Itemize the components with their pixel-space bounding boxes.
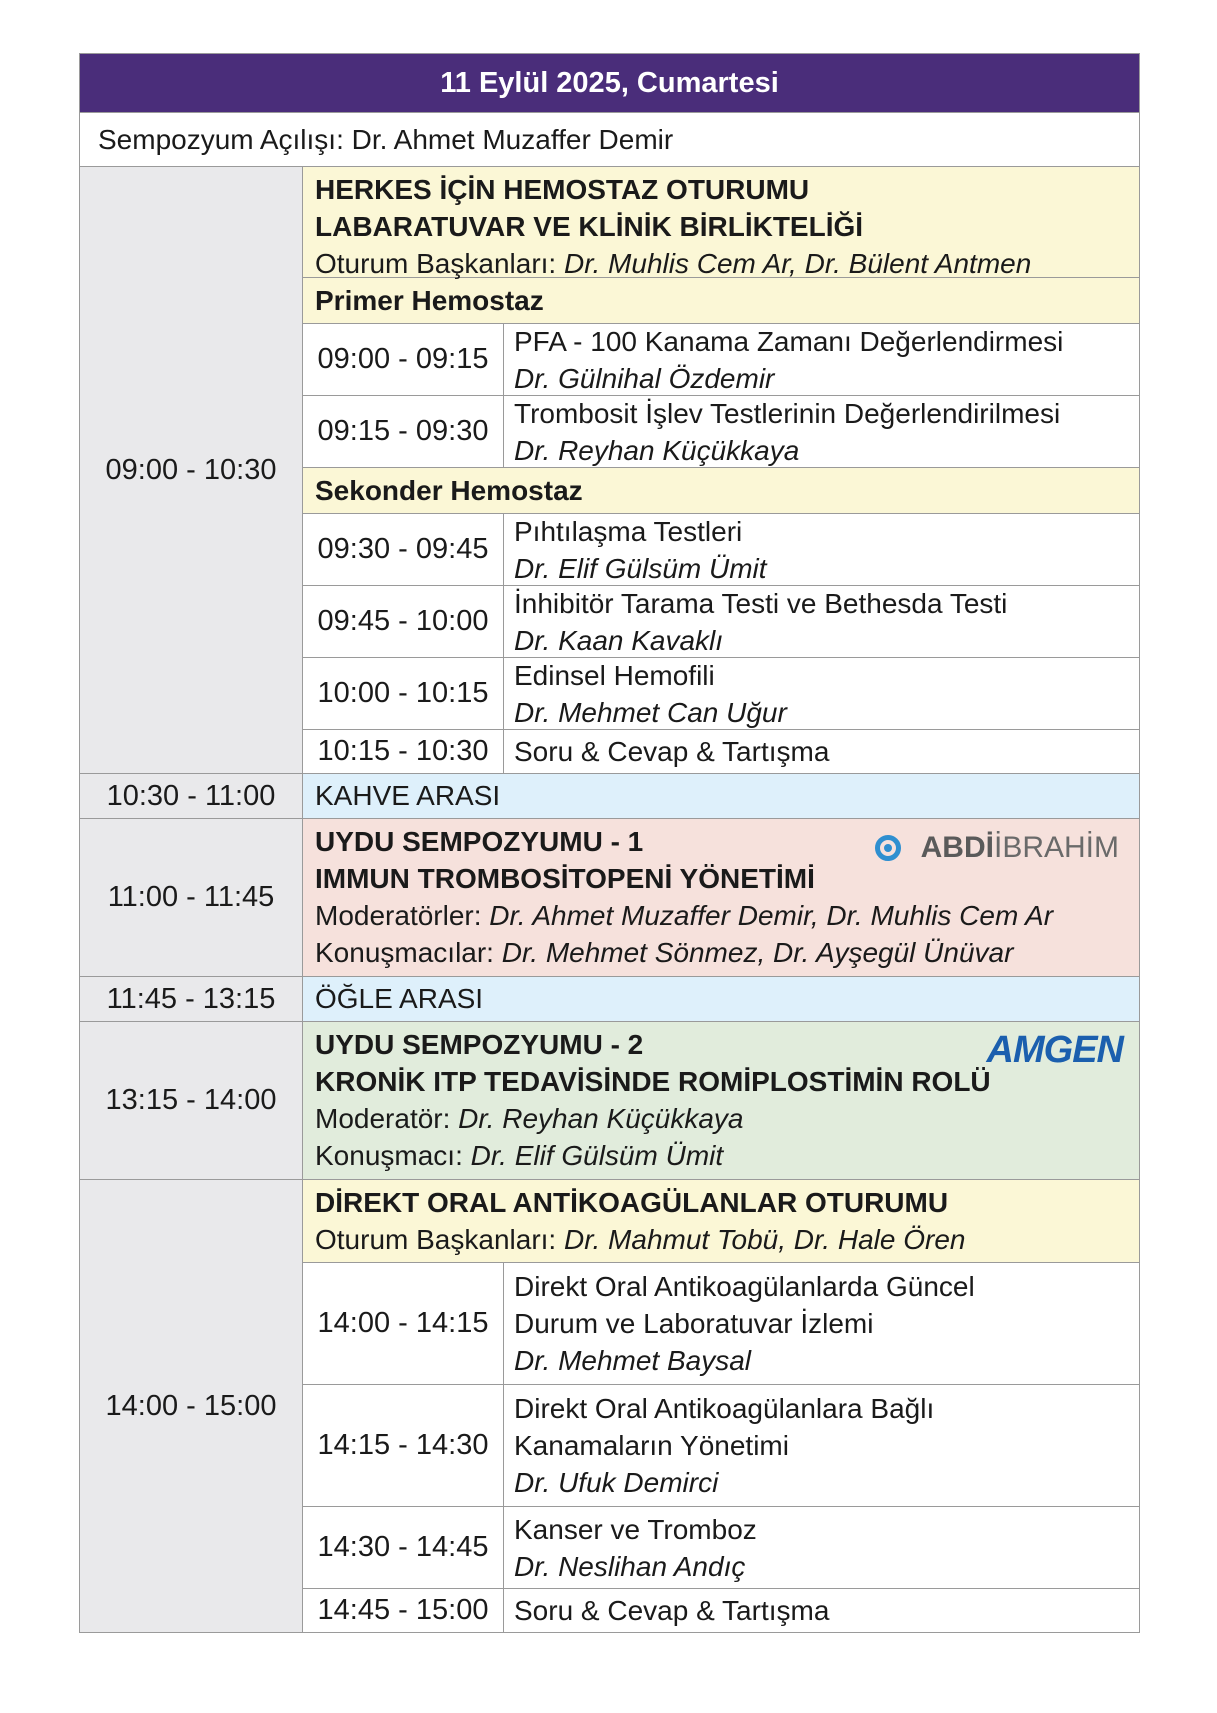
talk-title: Soru & Cevap & Tartışma <box>514 1595 830 1626</box>
moderators <box>315 897 1127 934</box>
session-chairs <box>315 245 1127 282</box>
subsection-primer: Primer Hemostaz <box>303 277 1139 323</box>
talk-time: 09:45 - 10:00 <box>303 586 504 657</box>
session-header <box>303 167 1139 277</box>
abdi-ibrahim-logo <box>875 829 1119 866</box>
talk-title: Trombosit İşlev Testlerinin Değerlendirilmesi <box>514 397 1061 429</box>
session-subtitle: IMMUN TROMBOSİTOPENİ YÖNETİMİ <box>315 863 815 894</box>
talk-title: PFA - 100 Kanama Zamanı Değerlendirmesi <box>514 325 1064 357</box>
satellite-symposium-2 <box>80 1021 1139 1179</box>
talk-time: 14:15 - 14:30 <box>303 1385 504 1506</box>
chairs-label: Oturum Başkanları: <box>315 1224 564 1255</box>
block-time: 13:15 - 14:00 <box>80 1022 303 1179</box>
talk-info <box>504 1263 1139 1384</box>
moderators-names: Dr. Reyhan Küçükkaya <box>458 1103 744 1134</box>
talk-info <box>504 324 1139 395</box>
talk-info <box>504 396 1139 467</box>
talk-info <box>504 1589 1139 1632</box>
moderators-label: Moderatörler: <box>315 900 490 931</box>
talk-time: 09:15 - 09:30 <box>303 396 504 467</box>
chairs-names: Dr. Mahmut Tobü, Dr. Hale Ören <box>563 1224 966 1255</box>
talk-title-line2: Kanamaların Yönetimi <box>514 1430 789 1461</box>
subsection-sekonder: Sekonder Hemostaz <box>303 467 1139 513</box>
talk-row <box>303 729 1139 773</box>
moderators <box>315 1100 1127 1137</box>
block-time: 09:00 - 10:30 <box>80 167 303 773</box>
talk-speaker: Dr. Neslihan Andıç <box>514 1550 746 1582</box>
talk-info <box>504 514 1139 585</box>
talk-title-line2: Durum ve Laboratuvar İzlemi <box>514 1308 874 1339</box>
opening-row <box>80 112 1139 166</box>
talk-row <box>303 1506 1139 1588</box>
talk-time: 09:00 - 09:15 <box>303 324 504 395</box>
talk-title: Kanser ve Tromboz <box>514 1513 757 1545</box>
talk-speaker: Dr. Mehmet Baysal <box>514 1345 752 1376</box>
talk-row <box>303 1384 1139 1506</box>
chairs-label: Oturum Başkanları: <box>315 248 564 279</box>
talk-info <box>504 658 1139 729</box>
talk-speaker: Dr. Ufuk Demirci <box>514 1467 719 1498</box>
speakers-names: Dr. Elif Gülsüm Ümit <box>470 1140 724 1171</box>
session-header <box>303 819 1139 976</box>
session-title: UYDU SEMPOZYUMU - 1 <box>315 826 644 857</box>
abdi-ibrahim-mark-icon <box>875 835 901 861</box>
talk-title: Edinsel Hemofili <box>514 659 715 691</box>
talk-time: 14:00 - 14:15 <box>303 1263 504 1384</box>
session-block-hemostaz <box>80 166 1139 773</box>
break-time: 11:45 - 13:15 <box>80 977 303 1021</box>
session-title: UYDU SEMPOZYUMU - 2 <box>315 1029 644 1060</box>
lunch-break-row <box>80 976 1139 1021</box>
day-header <box>80 54 1139 112</box>
speakers <box>315 934 1127 971</box>
session-title: DİREKT ORAL ANTİKOAGÜLANLAR OTURUMU <box>315 1187 949 1218</box>
talk-info <box>504 730 1139 773</box>
talk-time: 09:30 - 09:45 <box>303 514 504 585</box>
session-header <box>303 1022 1139 1179</box>
break-label: ÖĞLE ARASI <box>303 977 1139 1021</box>
speakers <box>315 1137 1127 1174</box>
moderators-label: Moderatör: <box>315 1103 459 1134</box>
moderators-names: Dr. Ahmet Muzaffer Demir, Dr. Muhlis Cem Ar <box>489 900 1054 931</box>
talk-row <box>303 513 1139 585</box>
coffee-break-row <box>80 773 1139 818</box>
talk-speaker: Dr. Reyhan Küçükkaya <box>514 434 800 466</box>
talk-title: İnhibitör Tarama Testi ve Bethesda Testi <box>514 587 1008 619</box>
session-header <box>303 1180 1139 1262</box>
talk-time: 14:30 - 14:45 <box>303 1507 504 1588</box>
block-time: 11:00 - 11:45 <box>80 819 303 976</box>
talk-info <box>504 586 1139 657</box>
session-subtitle: LABARATUVAR VE KLİNİK BİRLİKTELİĞİ <box>315 211 864 242</box>
talk-title: Direkt Oral Antikoagülanlara Bağlı <box>514 1393 935 1424</box>
talk-row <box>303 1588 1139 1632</box>
break-label: KAHVE ARASI <box>303 774 1139 818</box>
speakers-label: Konuşmacılar: <box>315 937 502 968</box>
talk-row <box>303 1262 1139 1384</box>
talk-info <box>504 1507 1139 1588</box>
talk-title: Soru & Cevap & Tartışma <box>514 736 830 767</box>
talk-title: Direkt Oral Antikoagülanlarda Güncel <box>514 1271 975 1302</box>
talk-info <box>504 1385 1139 1506</box>
day-title: 11 Eylül 2025, Cumartesi <box>440 66 779 99</box>
session-chairs <box>315 1221 1127 1258</box>
opening-text: Sempozyum Açılışı: Dr. Ahmet Muzaffer Demir <box>98 123 674 155</box>
talk-row <box>303 395 1139 467</box>
talk-row <box>303 657 1139 729</box>
talk-row <box>303 585 1139 657</box>
schedule-table <box>79 53 1140 1633</box>
talk-speaker: Dr. Gülnihal Özdemir <box>514 362 775 394</box>
talk-title: Pıhtılaşma Testleri <box>514 515 743 547</box>
session-title: HERKES İÇİN HEMOSTAZ OTURUMU <box>315 174 810 205</box>
talk-row <box>303 323 1139 395</box>
block-time: 14:00 - 15:00 <box>80 1180 303 1632</box>
talk-speaker: Dr. Mehmet Can Uğur <box>514 696 787 728</box>
logo-text-bold: ABDİ <box>920 831 994 864</box>
chairs-names: Dr. Muhlis Cem Ar, Dr. Bülent Antmen <box>563 248 1032 279</box>
talk-time: 14:45 - 15:00 <box>303 1589 504 1632</box>
amgen-logo: AMGEN <box>986 1029 1123 1071</box>
talk-speaker: Dr. Kaan Kavaklı <box>514 624 724 656</box>
talk-time: 10:00 - 10:15 <box>303 658 504 729</box>
talk-speaker: Dr. Elif Gülsüm Ümit <box>514 552 767 584</box>
session-subtitle: KRONİK ITP TEDAVİSİNDE ROMİPLOSTİMİN ROLÜ <box>315 1066 991 1097</box>
break-time: 10:30 - 11:00 <box>80 774 303 818</box>
session-block-doac <box>80 1179 1139 1632</box>
logo-text-rest: İBRAHİM <box>993 831 1119 864</box>
talk-time: 10:15 - 10:30 <box>303 730 504 773</box>
satellite-symposium-1 <box>80 818 1139 976</box>
speakers-label: Konuşmacı: <box>315 1140 471 1171</box>
speakers-names: Dr. Mehmet Sönmez, Dr. Ayşegül Ünüvar <box>501 937 1014 968</box>
